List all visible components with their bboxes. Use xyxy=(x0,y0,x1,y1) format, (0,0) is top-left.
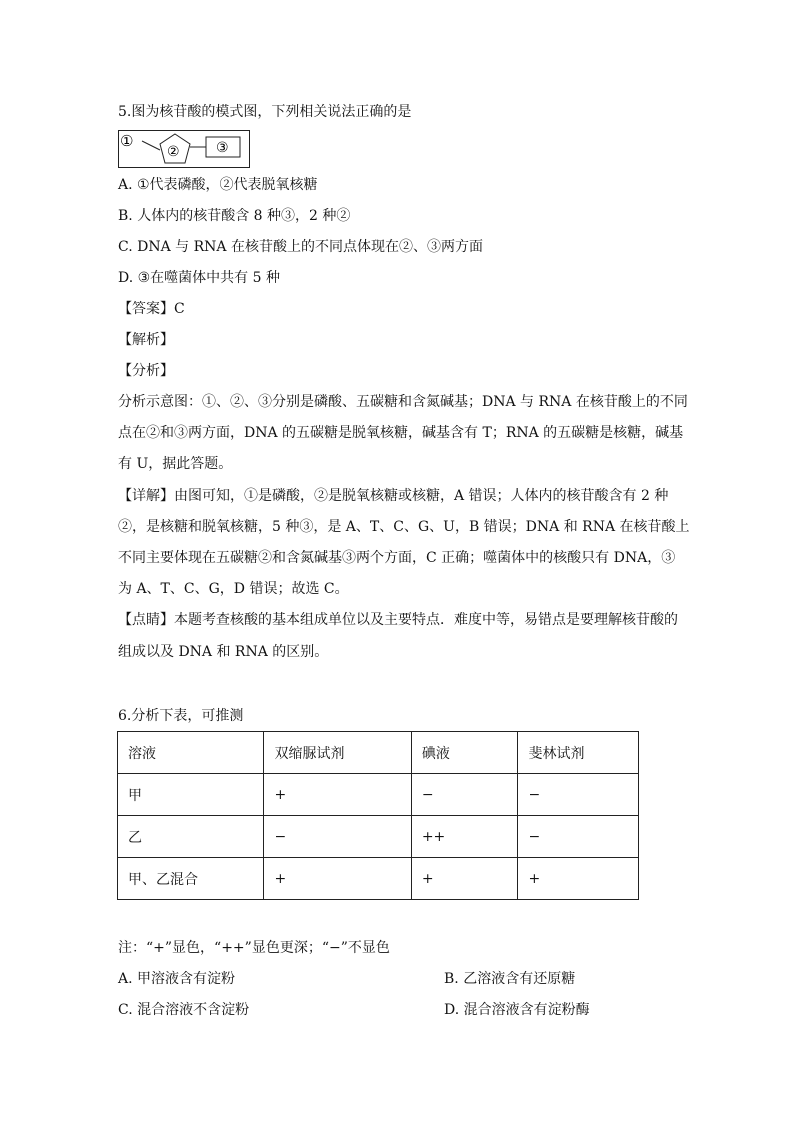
table-cell: 甲 xyxy=(118,774,264,816)
q5-xiangjie-line-2: ②，是核糖和脱氧核糖，5 种③，是 A、T、C、G、U，B 错误；DNA 和 RNA 在核苷酸上 xyxy=(118,519,690,535)
table-header: 碘液 xyxy=(411,732,518,774)
table-cell: − xyxy=(411,774,518,816)
q5-xiangjie-line-3: 不同主要体现在五碳糖②和含氮碱基③两个方面，C 正确；噬菌体中的核酸只有 DNA，③ xyxy=(118,550,676,566)
q5-answer: 【答案】C xyxy=(118,301,185,317)
q5-xiangjie-line-4: 为 A、T、C、G，D 错误；故选 C。 xyxy=(118,581,349,597)
reagent-table xyxy=(117,731,639,900)
q6-option-a: A. 甲溶液含有淀粉 xyxy=(118,971,236,987)
q5-option-a: A. ①代表磷酸，②代表脱氧核糖 xyxy=(118,177,318,193)
q5-jiexi-heading: 【解析】 xyxy=(118,332,174,348)
q6-option-c: C. 混合溶液不含淀粉 xyxy=(118,1002,250,1018)
table-header-row xyxy=(118,732,639,774)
table-header: 斐林试剂 xyxy=(518,732,639,774)
q5-fenxi-heading: 【分析】 xyxy=(118,363,174,379)
q5-fenxi-line-1: 分析示意图：①、②、③分别是磷酸、五碳糖和含氮碱基；DNA 与 RNA 在核苷酸上的不同 xyxy=(118,394,688,410)
diagram-label-2: ② xyxy=(167,144,180,160)
q5-option-c: C. DNA 与 RNA 在核苷酸上的不同点体现在②、③两方面 xyxy=(118,239,483,255)
table-cell: + xyxy=(411,858,518,900)
table-cell: − xyxy=(518,774,639,816)
table-cell: + xyxy=(518,858,639,900)
q5-option-b: B. 人体内的核苷酸含 8 种③，2 种② xyxy=(118,208,351,224)
table-header: 双缩脲试剂 xyxy=(264,732,411,774)
table-row xyxy=(118,774,639,816)
table-row xyxy=(118,816,639,858)
q5-fenxi-line-3: 有 U，据此答题。 xyxy=(118,456,233,472)
q5-xiangjie-line-1: 【详解】由图可知，①是磷酸，②是脱氧核糖或核糖，A 错误；人体内的核苷酸含有 2 种 xyxy=(118,488,669,504)
diagram-label-3: ③ xyxy=(216,140,229,156)
q6-option-d: D. 混合溶液含有淀粉酶 xyxy=(444,1002,590,1018)
q6-note: 注：“+”显色，“++”显色更深；“−”不显色 xyxy=(118,940,390,956)
q5-fenxi-line-2: 点在②和③两方面，DNA 的五碳糖是脱氧核糖，碱基含有 T；RNA 的五碳糖是核糖，碱基 xyxy=(118,425,684,441)
table-cell: ++ xyxy=(411,816,518,858)
diagram-label-1: ① xyxy=(120,132,134,150)
table-cell: + xyxy=(264,774,411,816)
nucleotide-diagram xyxy=(118,130,250,168)
table-cell: + xyxy=(264,858,411,900)
table-cell: − xyxy=(264,816,411,858)
q5-dianjing-line-2: 组成以及 DNA 和 RNA 的区别。 xyxy=(118,644,329,660)
table-cell: − xyxy=(518,816,639,858)
q5-stem: 5.图为核苷酸的模式图，下列相关说法正确的是 xyxy=(118,104,412,120)
q6-option-b: B. 乙溶液含有还原糖 xyxy=(444,971,576,987)
table-row xyxy=(118,858,639,900)
table-cell: 甲、乙混合 xyxy=(118,858,264,900)
q5-option-d: D. ③在噬菌体中共有 5 种 xyxy=(118,270,280,286)
table-header: 溶液 xyxy=(118,732,264,774)
q6-stem: 6.分析下表，可推测 xyxy=(118,708,244,724)
table-cell: 乙 xyxy=(118,816,264,858)
q5-dianjing-line-1: 【点睛】本题考查核酸的基本组成单位以及主要特点．难度中等，易错点是要理解核苷酸的 xyxy=(118,612,678,628)
